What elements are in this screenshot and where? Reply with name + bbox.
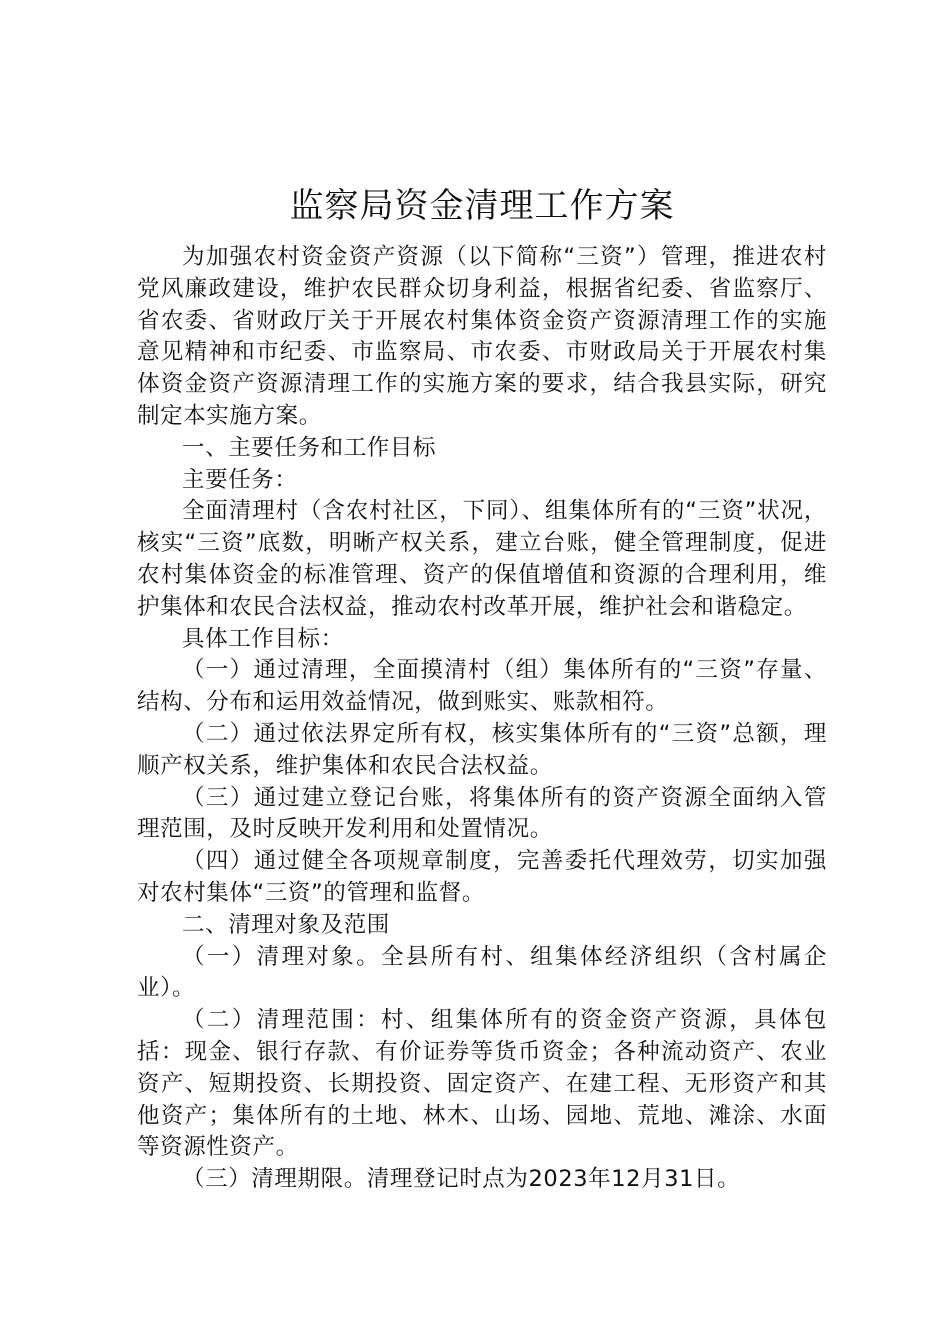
subheading-main-tasks: 主要任务： [182,466,298,493]
goal-item-2: （二）通过依法界定所有权，核实集体所有的“三资”总额，理顺产权关系，维护集体和农民合法权益。 [137,720,827,779]
main-tasks-paragraph: 全面清理村（含农村社区，下同）、组集体所有的“三资”状况，核实“三资”底数，明晰产权关系，建立台账，健全管理制度，促进农村集体资金的标准管理、资产的保值增值和资源的合理利用，维护集体和农民合法权益，推动农村改革开展，维护社会和谐稳定。 [137,498,827,620]
section-heading-2: 二、清理对象及范围 [182,911,390,938]
scope-item-1: （一）清理对象。全县所有村、组集体经济组织（含村属企业）。 [137,943,827,1002]
document-page [137,176,827,1196]
scope-item-3: （三）清理期限。清理登记时点为2023年12月31日。 [182,1166,741,1193]
scope-item-2: （二）清理范围：村、组集体所有的资金资产资源，具体包括：现金、银行存款、有价证券等货币资金；各种流动资产、农业资产、短期投资、长期投资、固定资产、在建工程、无形资产和其他资产；集体所有的土地、林木、山场、园地、荒地、滩涂、水面等资源性资产。 [137,1007,827,1161]
document-title: 监察局资金清理工作方案 [289,186,675,226]
section-heading-1: 一、主要任务和工作目标 [182,434,437,461]
intro-paragraph: 为加强农村资金资产资源（以下简称“三资”）管理，推进农村党风廉政建设，维护农民群众切身利益，根据省纪委、省监察厅、省农委、省财政厅关于开展农村集体资金资产资源清理工作的实施意见精神和市纪委、市监察局、市农委、市财政局关于开展农村集体资金资产资源清理工作的实施方案的要求，结合我县实际，研究制定本实施方案。 [137,244,827,429]
subheading-goals: 具体工作目标： [182,625,344,652]
goal-item-4: （四）通过健全各项规章制度，完善委托代理效劳，切实加强对农村集体“三资”的管理和监督。 [137,848,827,906]
goal-item-3: （三）通过建立登记台账，将集体所有的资产资源全面纳入管理范围，及时反映开发利用和处置情况。 [137,784,827,843]
goal-item-1: （一）通过清理，全面摸清村（组）集体所有的“三资”存量、结构、分布和运用效益情况，做到账实、账款相符。 [137,657,827,716]
